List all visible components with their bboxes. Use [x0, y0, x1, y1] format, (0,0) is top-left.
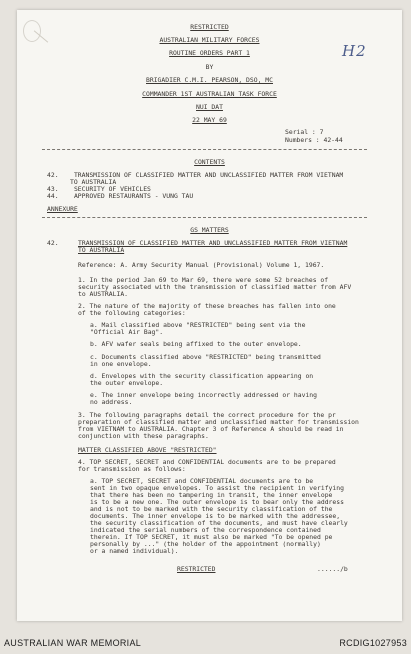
- orders-title: ROUTINE ORDERS PART 1: [169, 49, 250, 57]
- paragraph-3: 3. The following paragraphs detail the correct procedure for the pr preparation of classified matter and unclassified matter for transmission from VIETNAM to AUSTRALIA. Chapter 3 of Reference A should be read in conjunction with these paragraphs.: [78, 411, 359, 440]
- contents-item: 42. TRANSMISSION OF CLASSIFIED MATTER AND UNCLASSIFIED MATTER FROM VIETNAM: [47, 171, 344, 179]
- by-line: BY: [205, 63, 214, 71]
- archive-source-label: AUSTRALIAN WAR MEMORIAL: [4, 638, 142, 648]
- divider: [42, 149, 367, 150]
- item-number: 42.: [47, 239, 59, 247]
- divider: [42, 217, 367, 218]
- paragraph-2d: d. Envelopes with the security classification appearing on the outer envelope.: [90, 372, 314, 387]
- contents-list: [47, 172, 343, 200]
- item-title-continued: TO AUSTRALIA: [78, 246, 125, 254]
- commander-title: COMMANDER 1ST AUSTRALIAN TASK FORCE: [142, 90, 277, 98]
- archive-id-label: RCDIG1027953: [339, 638, 407, 648]
- annexure-label: ANNEXURE: [47, 205, 78, 213]
- location: NUI DAT: [196, 103, 223, 111]
- handwritten-reference: H2: [342, 42, 367, 60]
- document-page: [17, 10, 402, 621]
- commander-name: BRIGADIER C.M.I. PEARSON, DSO, MC: [146, 76, 273, 84]
- sub-heading: MATTER CLASSIFIED ABOVE "RESTRICTED": [78, 446, 217, 454]
- continuation-marker: ....../b: [317, 565, 348, 573]
- reference-line: Reference: A. Army Security Manual (Provisional) Volume 1, 1967.: [78, 261, 325, 269]
- section-title: GS MATTERS: [190, 226, 229, 234]
- classification-header: RESTRICTED: [190, 23, 229, 31]
- order-date: 22 MAY 69: [192, 116, 227, 124]
- paragraph-2a: a. Mail classified above "RESTRICTED" being sent via the "Official Air Bag".: [90, 321, 306, 336]
- paragraph-1: 1. In the period Jan 69 to Mar 69, there were some 52 breaches of security associated with the transmission of classified matter from AFV to AUSTRALIA.: [78, 276, 352, 298]
- paragraph-4: 4. TOP SECRET, SECRET and CONFIDENTIAL documents are to be prepared for transmission as follows:: [78, 458, 336, 473]
- contents-item-continued: TO AUSTRALIA: [70, 178, 117, 186]
- paragraph-4a: a. TOP SECRET, SECRET and CONFIDENTIAL documents are to be sent in two opaque envelopes. To assist the recipient in verifying that there has been no tampering in transit, the inner envelope is to be a new one. The outer envelope is to bear only the address and is not to be marked with the security classification of the documents. The inner envelope is to be marked with the addressee, the security classification of the documents, and must have clearly indicated the serial numbers of the correspondence contained therein. If TOP SECRET, it must also be marked "To be opened pe personally by ..." (the holder of the appointment (normally) or a named individual).: [90, 477, 348, 555]
- contents-item: 43. SECURITY OF VEHICLES: [47, 185, 151, 193]
- order-numbers: Numbers : 42-44: [285, 136, 343, 144]
- paragraph-2e: e. The inner envelope being incorrectly addressed or having no address.: [90, 391, 318, 406]
- paragraph-2: 2. The nature of the majority of these breaches has fallen into one of the following categories:: [78, 302, 336, 317]
- footer-classification: RESTRICTED: [177, 565, 216, 573]
- force-name: AUSTRALIAN MILITARY FORCES: [159, 36, 260, 44]
- contents-title: CONTENTS: [194, 158, 225, 166]
- contents-item: 44. APPROVED RESTAURANTS - VUNG TAU: [47, 192, 194, 200]
- paragraph-2b: b. AFV wafer seals being affixed to the outer envelope.: [90, 340, 302, 348]
- paragraph-2c: c. Documents classified above "RESTRICTED" being transmitted in one envelope.: [90, 353, 321, 368]
- serial-number: Serial : 7: [285, 128, 324, 136]
- item-title: TRANSMISSION OF CLASSIFIED MATTER AND UNCLASSIFIED MATTER FROM VIETNAM: [78, 239, 348, 247]
